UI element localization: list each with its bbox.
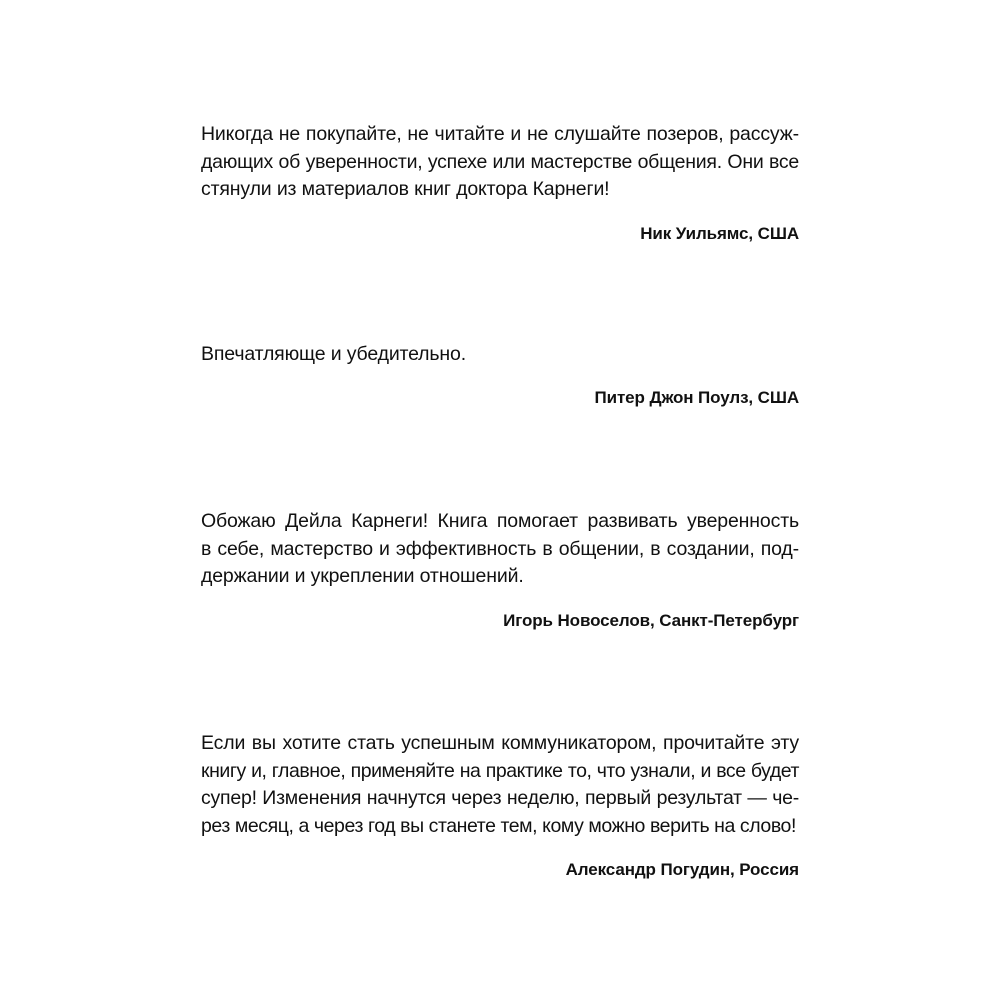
review-block xyxy=(201,508,799,632)
quote-line: в себе, мастерство и эффективность в общении, в создании, под- xyxy=(201,537,799,560)
quote-line: рез месяц, а через год вы станете тем, кому можно верить на слово! xyxy=(201,814,796,837)
review-quote xyxy=(201,508,799,591)
review-author: Ник Уильямс, США xyxy=(640,223,799,243)
quote-line: Впечатляюще и убедительно. xyxy=(201,343,466,365)
review-quote xyxy=(201,121,799,204)
quote-line: держании и укреплении отношений. xyxy=(201,565,524,587)
quote-line: Никогда не покупайте, не читайте и не слушайте позеров, рассуж- xyxy=(201,123,799,145)
quote-line: стянули из материалов книг доктора Карнеги! xyxy=(201,178,610,200)
review-author: Игорь Новоселов, Санкт-Петербург xyxy=(503,610,799,630)
review-quote xyxy=(201,730,799,840)
review-block xyxy=(201,121,799,245)
review-block xyxy=(201,341,799,409)
review-author: Александр Погудин, Россия xyxy=(565,860,799,879)
review-author: Питер Джон Поулз, США xyxy=(594,387,799,407)
review-quote xyxy=(201,341,799,369)
quote-line: супер! Изменения начнутся через неделю, первый результат — че- xyxy=(201,787,799,809)
quote-line: дающих об уверенности, успехе или мастерстве общения. Они все xyxy=(201,150,799,173)
quote-line: книгу и, главное, применяйте на практике то, что узнали, и все будет xyxy=(201,759,799,782)
quote-line: Обожаю Дейла Карнеги! Книга помогает развивать уверенность xyxy=(201,510,799,532)
review-block xyxy=(201,730,799,881)
quote-line: Если вы хотите стать успешным коммуникатором, прочитайте эту xyxy=(201,732,799,754)
